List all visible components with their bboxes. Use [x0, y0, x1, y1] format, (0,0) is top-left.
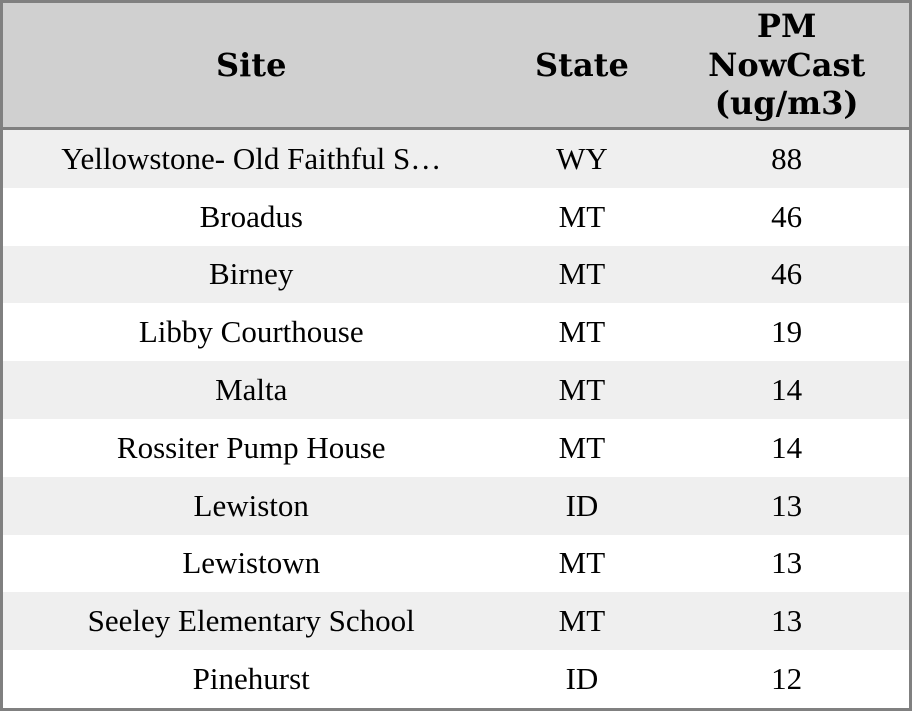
cell-pm: 46 [771, 198, 803, 234]
table-row[interactable] [3, 303, 909, 361]
cell-state: MT [558, 198, 606, 234]
cell-site: Libby Courthouse [138, 314, 364, 350]
cell-pm: 13 [771, 603, 803, 639]
cell-state: MT [558, 314, 606, 350]
table-row[interactable] [3, 361, 909, 419]
cell-site: Broadus [199, 198, 303, 234]
cell-pm: 12 [771, 661, 803, 697]
cell-pm: 19 [771, 314, 803, 350]
cell-state: ID [565, 661, 599, 697]
table-row[interactable] [3, 477, 909, 535]
cell-state: ID [565, 487, 599, 523]
cell-site: Malta [215, 372, 288, 408]
cell-pm: 88 [771, 140, 803, 176]
table-row[interactable] [3, 188, 909, 246]
column-header-site[interactable]: Site [216, 45, 287, 84]
cell-site: Yellowstone- Old Faithful S… [61, 140, 442, 176]
table-row[interactable] [3, 592, 909, 650]
cell-state: MT [558, 545, 606, 581]
table-header-row [3, 3, 909, 130]
table-row[interactable] [3, 419, 909, 477]
cell-pm: 46 [771, 256, 803, 292]
table-body [3, 130, 909, 708]
cell-state: MT [558, 603, 606, 639]
cell-pm: 13 [771, 487, 803, 523]
cell-site: Lewiston [193, 487, 309, 523]
column-header-pm-nowcast[interactable] [664, 7, 909, 122]
cell-site: Rossiter Pump House [116, 429, 386, 465]
cell-state: MT [558, 372, 606, 408]
cell-site: Pinehurst [192, 661, 310, 697]
cell-site: Birney [209, 256, 294, 292]
column-header-pm-nowcast-label: PM NowCast (ug/m3) [708, 7, 866, 123]
cell-pm: 14 [771, 372, 803, 408]
table-row[interactable] [3, 650, 909, 708]
cell-pm: 14 [771, 429, 803, 465]
cell-state: MT [558, 429, 606, 465]
cell-site: Seeley Elementary School [87, 603, 415, 639]
table-row[interactable] [3, 130, 909, 188]
cell-pm: 13 [771, 545, 803, 581]
cell-site: Lewistown [182, 545, 321, 581]
table-row[interactable] [3, 246, 909, 304]
column-header-state[interactable]: State [535, 45, 629, 84]
cell-state: WY [556, 140, 608, 176]
cell-state: MT [558, 256, 606, 292]
table-row[interactable] [3, 535, 909, 593]
